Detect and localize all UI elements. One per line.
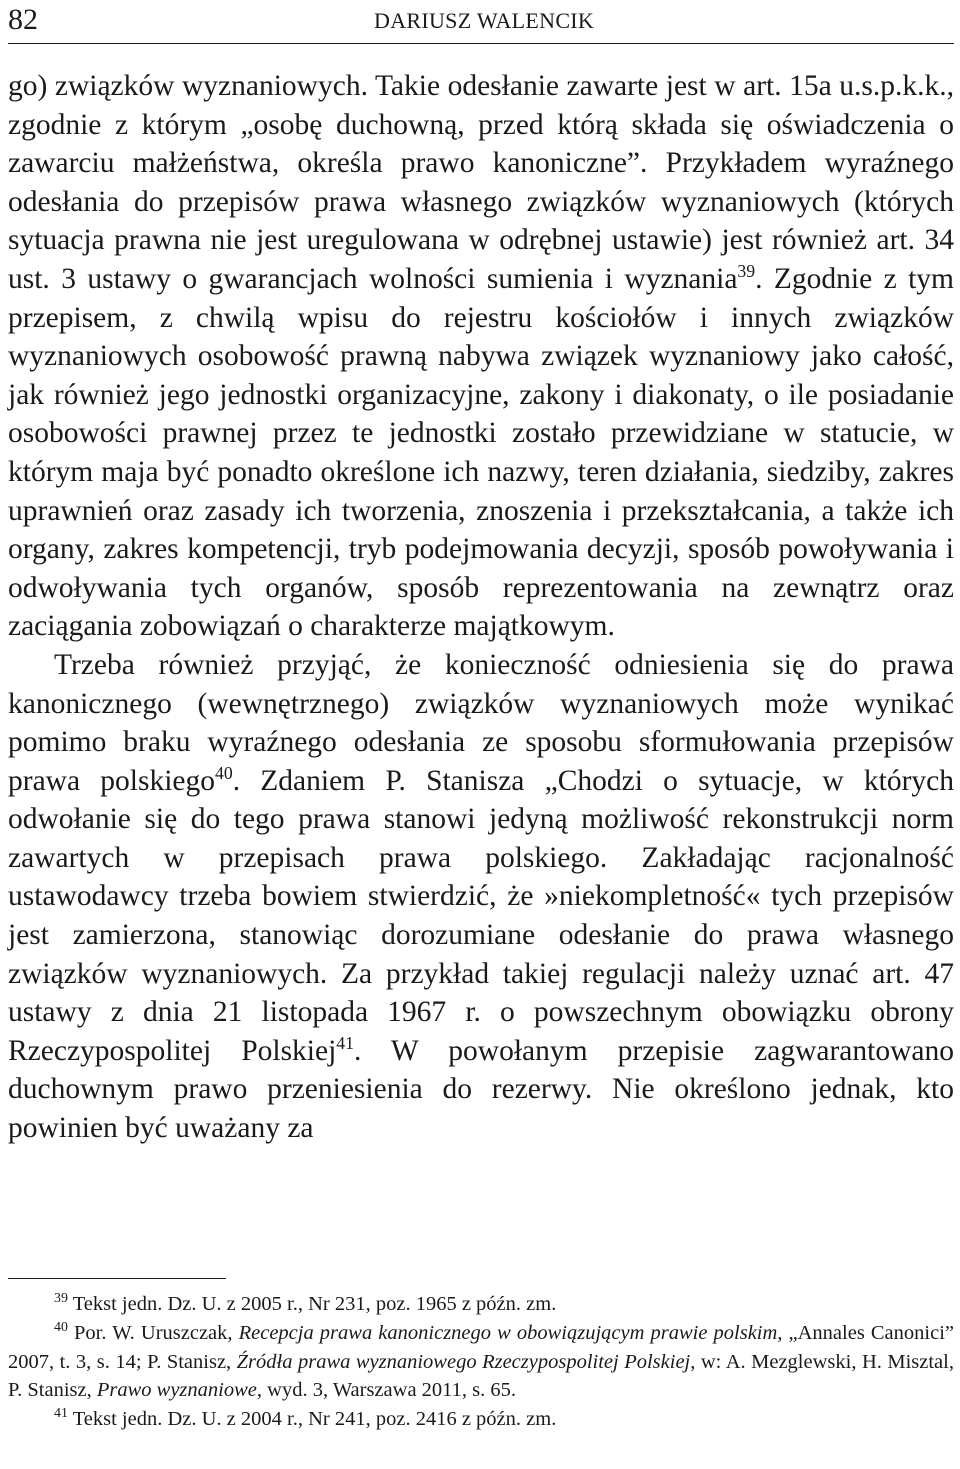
footnote-text: , w: A. Mezglewski, H. Misztal, P. Stanisz, [8,1350,954,1402]
page-header [8,2,954,38]
page-number: 82 [8,3,38,36]
footnote-text: Por. W. Uruszczak, [67,1321,239,1344]
footnote-ref-39: 39 [737,261,756,282]
header-rule [8,43,954,44]
footnote-ref-41: 41 [336,1033,354,1054]
running-head: DARIUSZ WALENCIK [374,8,595,33]
footnote-title: Źródła prawa wyznaniowego Rzeczypospolitej Polskiej [236,1350,691,1373]
footnote-number: 39 [54,1291,68,1307]
footnote-text: Tekst jedn. Dz. U. z 2004 r., Nr 241, poz. 2416 z późn. zm. [67,1408,557,1431]
footnote-41 [8,1405,954,1434]
paragraph-1 [8,67,954,646]
paragraph-text: . W powołanym przepisie zagwarantowano duchownym prawo przeniesienia do rezerwy. Nie określono jednak, kto powinien być uważany za [8,1034,954,1145]
footnote-number: 41 [54,1406,68,1422]
paragraph-text: go) związków wyznaniowych. Takie odesłanie zawarte jest w art. 15a u.s.p.k.k., zgodnie z którym „osobę duchowną, przed którą składa się oświadczenia o zawarciu małżeństwa, określa prawo kanoniczne”. Przykładem wyraźnego odesłania do przepisów prawa własnego związków wyznaniowych (których sytuacja prawna nie jest uregulowana w odrębnej ustawie) jest również art. 34 ust. 3 ustawy o gwarancjach wolności sumienia i wyznania [8,70,954,295]
paragraph-text: . Zdaniem P. Stanisza „Chodzi o sytuacje, w których odwołanie się do tego prawa stanowi jedyną możliwość rekonstrukcji norm zawartych w przepisach prawa polskiego. Zakładając racjonalność ustawodawcy trzeba bowiem stwierdzić, że »niekompletność« tych przepisów jest zamierzona, stanowiąc dorozumiane odesłanie do prawa własnego związków wyznaniowych. Za przykład takiej regulacji należy uznać art. 47 ustawy z dnia 21 listopada 1967 r. o powszechnym obowiązku obrony Rzeczypospolitej Polskiej [8,764,954,1067]
paragraph-2 [8,646,954,1148]
footnote-40 [8,1319,954,1405]
footnotes [8,1290,954,1434]
body-text [8,67,954,1148]
footnote-rule [8,1278,226,1279]
footnote-text: , wyd. 3, Warszawa 2011, s. 65. [256,1379,517,1402]
paragraph-text: Trzeba również przyjąć, że konieczność odniesienia się do prawa kanonicznego (wewnętrznego) związków wyznaniowych może wynikać pomimo braku wyraźnego odesłania ze sposobu sformułowania przepisów prawa polskiego [8,648,954,797]
footnote-title: Recepcja prawa kanonicznego w obowiązującym prawie polskim [238,1321,778,1344]
footnote-text: Tekst jedn. Dz. U. z 2005 r., Nr 231, poz. 1965 z późn. zm. [67,1293,557,1315]
paragraph-text: . Zgodnie z tym przepisem, z chwilą wpisu do rejestru kościołów i innych związków wyznaniowych osobowość prawną nabywa związek wyznaniowy jako całość, jak również jego jednostki organizacyjne, zakony i diakonaty, o ile posiadanie osobowości prawnej przez te jednostki zostało przewidziane w statucie, w którym maja być ponadto określone ich nazwy, teren działania, siedziby, zakres uprawnień oraz zasady ich tworzenia, znoszenia i przekształcania, a także ich organy, zakres kompetencji, tryb podejmowania decyzji, sposób powoływania i odwoływania tych organów, sposób reprezentowania na zewnątrz oraz zaciągania zobowiązań o charakterze majątkowym. [8,262,954,643]
footnote-ref-40: 40 [215,762,233,783]
footnote-number: 40 [54,1319,68,1335]
footnote-39 [8,1290,954,1319]
footnote-title: Prawo wyznaniowe [96,1379,257,1402]
footnote-text: , „Annales Canonici” 2007, t. 3, s. 14; P. Stanisz, [8,1321,954,1373]
